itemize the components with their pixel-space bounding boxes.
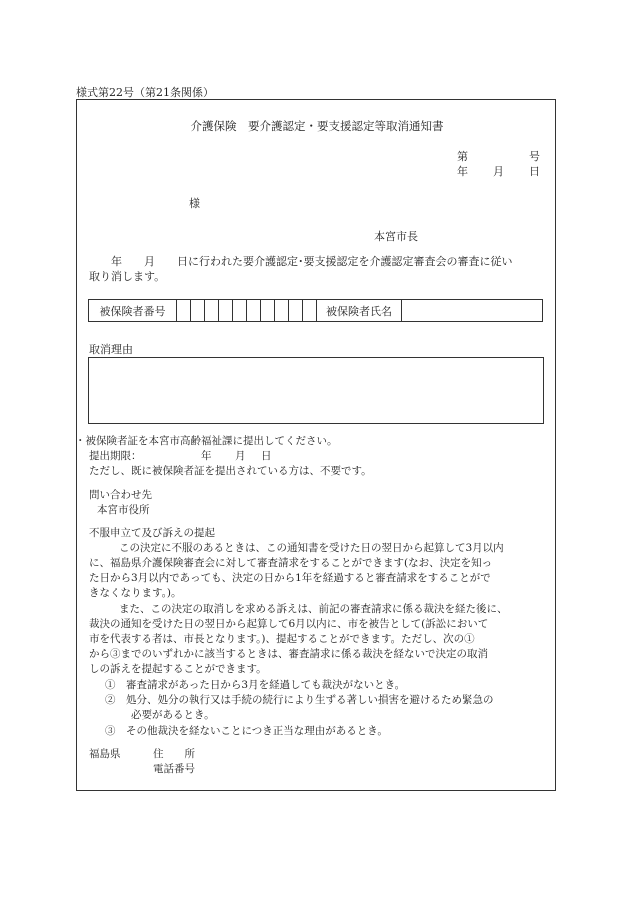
insured-number-digit[interactable] [275,300,289,322]
date-year: 年 [457,165,468,178]
appeal-line: た日から3月以内であっても、決定の日から1年を経過すると審査請求をすることがで [89,572,491,584]
sender-name: 本宮市長 [374,230,418,243]
footer-address-label: 住 所 [153,748,195,760]
contact-label: 問い合わせ先 [89,489,152,501]
notice-deadline-year: 年 [201,450,212,462]
document-title: 介護保険 要介護認定・要支援認定等取消通知書 [190,119,444,133]
appeal-line: 市を代表する者は、市長となります。)、提起することができます。ただし、次の① [89,633,475,645]
appeal-item: ① 審査請求があった日から3月を経過しても裁決がないとき。 [105,679,406,691]
reason-label: 取消理由 [89,343,133,356]
insured-number-digit[interactable] [261,300,275,322]
reason-field[interactable] [88,357,544,424]
insured-number-digit[interactable] [205,300,219,322]
appeal-item: 必要があるとき。 [131,709,215,721]
insured-number-digit[interactable] [233,300,247,322]
appeal-line: この決定に不服のあるときは、この通知書を受けた日の翌日から起算して3月以内 [119,542,504,554]
notice-deadline-day: 日 [261,450,272,462]
form-label: 様式第22号（第21条関係） [76,86,214,99]
appeal-item: ③ その他裁決を経ないことにつき正当な理由があるとき。 [105,725,388,737]
appeal-line: きなくなります。)。 [89,587,182,599]
insured-info-table [88,299,543,322]
insured-name-label: 被保険者氏名 [317,300,402,322]
appeal-item: ② 処分、処分の執行又は手続の続行により生ずる著しい損害を避けるため緊急の [105,694,494,706]
insured-number-digit[interactable] [303,300,317,322]
notice-deadline-label: 提出期限： [89,450,142,462]
insured-number-digit[interactable] [289,300,303,322]
appeal-heading: 不服申立て及び訴えの提起 [89,527,215,539]
insured-number-digit[interactable] [247,300,261,322]
insured-number-digit[interactable] [177,300,191,322]
insured-name-field[interactable] [402,300,543,322]
appeal-line: また、この決定の取消しを求める訴えは、前記の審査請求に係る裁決を経た後に、 [119,603,508,615]
contact-value: 本宮市役所 [97,504,150,516]
appeal-line: から③までのいずれかに該当するときは、審査請求に係る裁決を経ないで決定の取消 [89,648,488,660]
number-suffix: 号 [529,150,540,163]
insured-number-label: 被保険者番号 [89,300,177,322]
footer-prefecture: 福島県 [89,748,121,760]
notice-frame [76,99,556,791]
notice-exemption-line: ただし、既に被保険者証を提出されている方は、不要です。 [89,465,372,477]
appeal-line: しの訴えを提起することができます。 [89,663,267,675]
insured-number-digit[interactable] [219,300,233,322]
appeal-line: に、福島県介護保険審査会に対して審査請求をすることができます(なお、決定を知っ [89,557,493,569]
date-month: 月 [493,165,504,178]
recipient-honorific: 様 [189,197,200,210]
appeal-line: 裁決の通知を受けた日の翌日から起算して6月以内に、市を被告として(訴訟において [89,618,489,630]
insured-number-digit[interactable] [191,300,205,322]
notice-submit-line: ・被保険者証を本宮市高齢福祉課に提出してください。 [75,435,338,447]
cancellation-statement: 年 月 日に行われた要介護認定･要支援認定を介護認定審査会の審査に従い 取り消します。 [89,255,513,283]
notice-deadline-month: 月 [235,450,246,462]
footer-phone-label: 電話番号 [153,763,195,775]
date-day: 日 [529,165,540,178]
number-prefix: 第 [457,150,468,163]
